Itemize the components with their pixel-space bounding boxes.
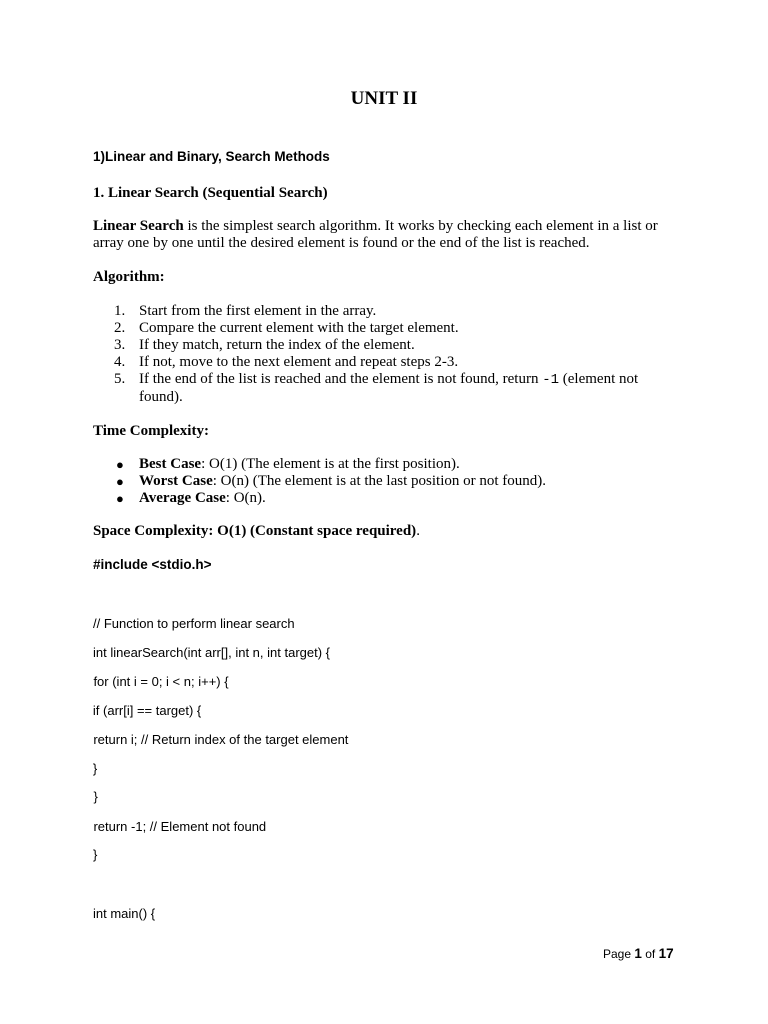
list-item xyxy=(114,456,674,473)
case-text: : O(n). xyxy=(225,490,266,506)
step-text-after: (element not found). xyxy=(139,371,639,405)
list-item xyxy=(114,320,674,337)
step-text: If not, move to the next element and repeat steps 2-3. xyxy=(139,354,459,370)
case-text: : O(n) (The element is at the last position or not found). xyxy=(212,473,547,489)
algorithm-steps-list xyxy=(114,303,674,406)
code-line: // Function to perform linear search xyxy=(93,616,295,631)
step-text: If the end of the list is reached and the element is not found, return xyxy=(139,371,543,387)
list-item xyxy=(114,371,674,406)
space-complexity xyxy=(93,523,420,540)
intro-paragraph xyxy=(93,218,673,252)
code-line: return -1; // Element not found xyxy=(79,819,267,834)
code-line: int linearSearch(int arr[], int n, int target) { xyxy=(93,645,330,660)
code-line: int main() { xyxy=(93,906,156,921)
step-text: Compare the current element with the target element. xyxy=(139,320,459,336)
code-line: } xyxy=(64,761,98,776)
code-line: } xyxy=(93,847,98,862)
list-item xyxy=(114,337,674,354)
inline-code: -1 xyxy=(542,372,560,388)
time-complexity-list xyxy=(114,456,674,507)
bullet-icon: ● xyxy=(116,491,124,506)
bullet-icon: ● xyxy=(116,474,124,489)
section-title: 1)Linear and Binary, Search Methods xyxy=(93,149,330,164)
subsection-title: 1. Linear Search (Sequential Search) xyxy=(93,185,328,201)
list-item xyxy=(114,354,674,371)
page-number-footer xyxy=(603,946,674,961)
code-line: } xyxy=(79,789,98,804)
code-include-line: #include <stdio.h> xyxy=(93,557,212,572)
step-number: 3. xyxy=(114,337,126,353)
algorithm-heading: Algorithm: xyxy=(93,269,165,285)
code-line: if (arr[i] == target) { xyxy=(64,703,202,718)
total-pages: 17 xyxy=(658,946,674,961)
step-number: 1. xyxy=(114,303,126,319)
case-label: Worst Case xyxy=(139,473,213,489)
step-text: Start from the first element in the array. xyxy=(139,303,377,319)
time-complexity-heading: Time Complexity: xyxy=(93,423,209,439)
page-label: Page xyxy=(603,947,635,961)
list-item xyxy=(114,490,674,507)
list-item xyxy=(114,473,674,490)
case-label: Average Case xyxy=(139,490,226,506)
case-label: Best Case xyxy=(139,456,202,472)
list-item xyxy=(114,303,674,320)
unit-title: UNIT II xyxy=(350,88,418,109)
step-number: 4. xyxy=(114,354,126,370)
step-number: 2. xyxy=(114,320,126,336)
current-page: 1 xyxy=(634,946,642,961)
step-number: 5. xyxy=(114,371,126,387)
bullet-icon: ● xyxy=(116,457,124,472)
intro-text: is the simplest search algorithm. It works by checking each element in a list or array one by one until the desired element is found or the end of the list is reached. xyxy=(93,218,658,251)
intro-term: Linear Search xyxy=(93,218,184,234)
of-label: of xyxy=(641,947,659,961)
space-complexity-label: Space Complexity: O(1) (Constant space required) xyxy=(93,523,417,539)
space-complexity-period: . xyxy=(416,523,420,539)
case-text: : O(1) (The element is at the first position). xyxy=(201,456,460,472)
code-line: for (int i = 0; i < n; i++) { xyxy=(79,674,229,689)
code-line: return i; // Return index of the target element xyxy=(50,732,349,747)
step-text: If they match, return the index of the element. xyxy=(139,337,415,353)
